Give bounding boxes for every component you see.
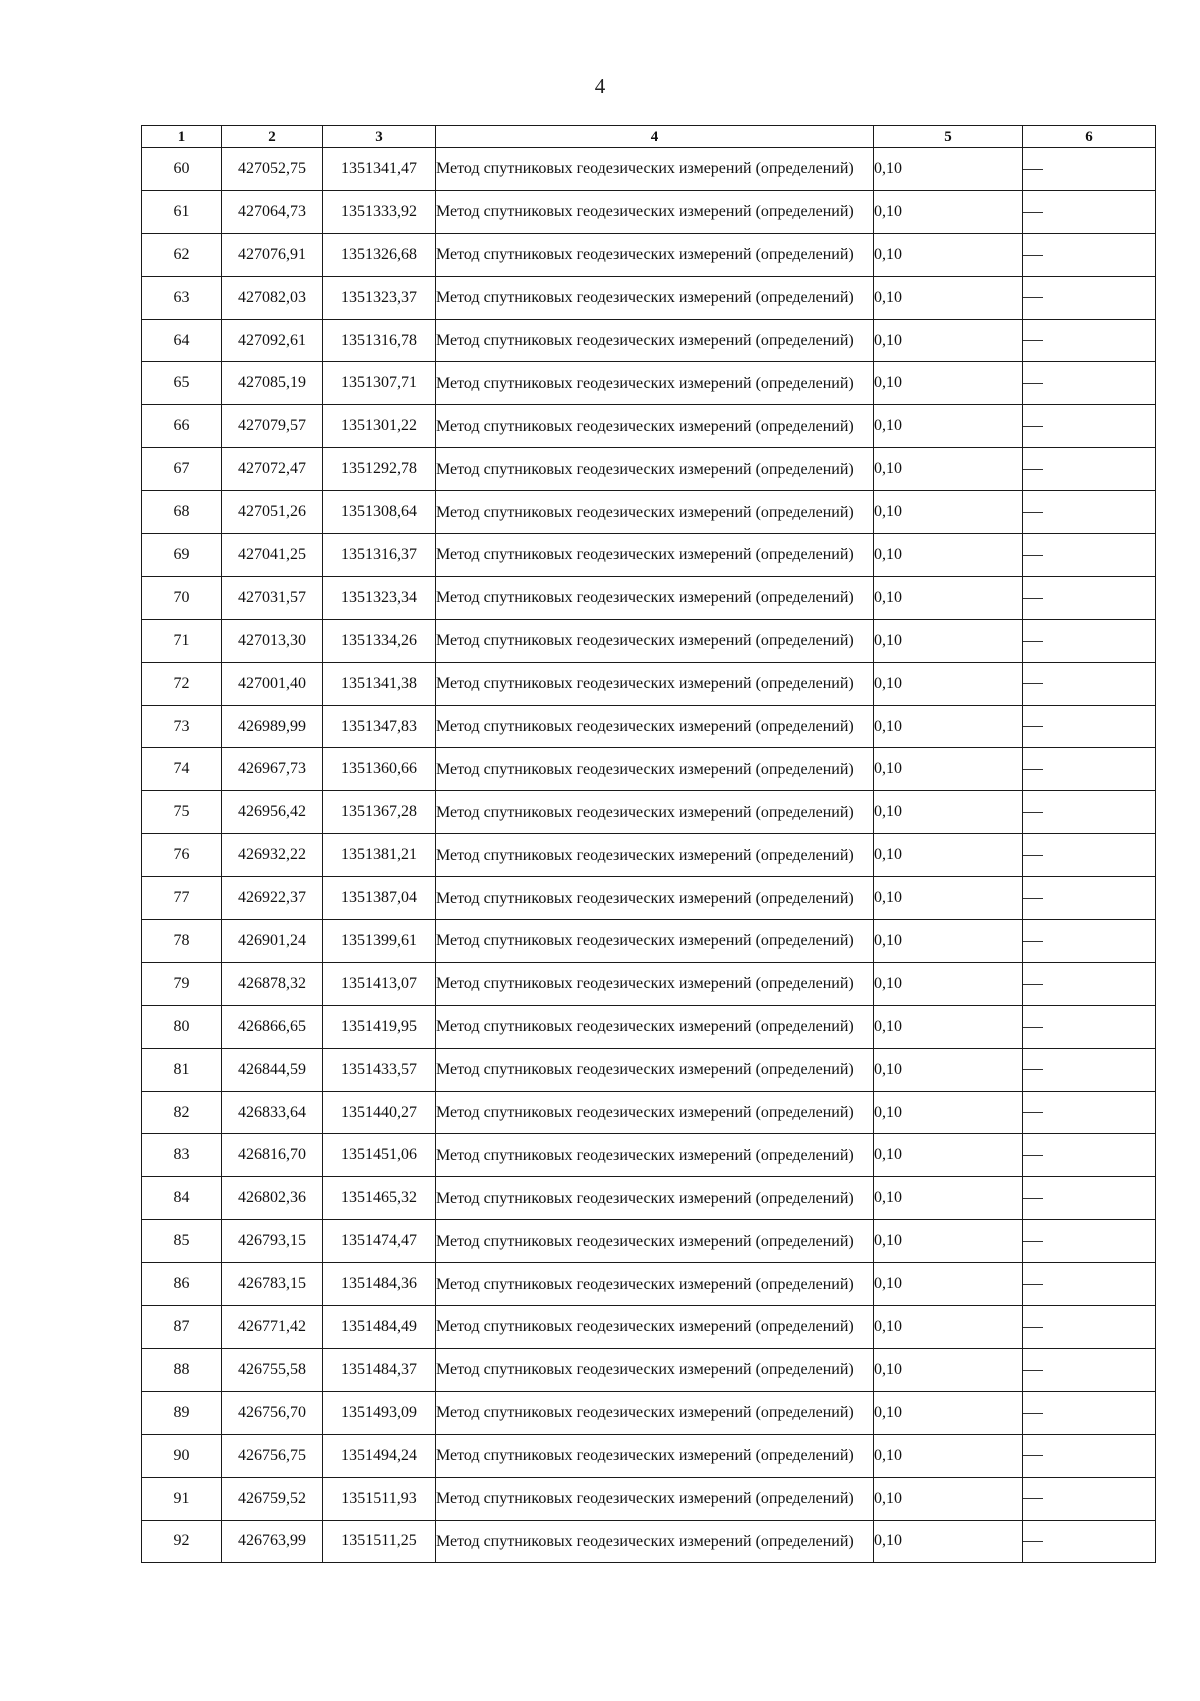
table-row [142, 834, 1156, 877]
point-number-cell: 65 [142, 362, 222, 405]
x-coordinate-cell: 426755,58 [222, 1348, 323, 1391]
table-row [142, 619, 1156, 662]
point-number-cell: 82 [142, 1091, 222, 1134]
accuracy-cell: 0,10 [874, 1520, 1023, 1563]
accuracy-cell: 0,10 [874, 1091, 1023, 1134]
x-coordinate-cell: 426844,59 [222, 1048, 323, 1091]
x-coordinate-cell: 426932,22 [222, 834, 323, 877]
accuracy-cell: 0,10 [874, 748, 1023, 791]
note-cell [1023, 319, 1156, 362]
point-number-cell: 71 [142, 619, 222, 662]
dash-mark [1023, 683, 1043, 684]
method-cell: Метод спутниковых геодезических измерений (определений) [436, 1048, 874, 1091]
point-number-cell: 90 [142, 1434, 222, 1477]
table-row [142, 1220, 1156, 1263]
dash-mark [1023, 1455, 1043, 1456]
method-cell: Метод спутниковых геодезических измерений (определений) [436, 1134, 874, 1177]
note-cell [1023, 233, 1156, 276]
accuracy-cell: 0,10 [874, 448, 1023, 491]
y-coordinate-cell: 1351484,36 [323, 1263, 436, 1306]
note-cell [1023, 448, 1156, 491]
table-row [142, 962, 1156, 1005]
dash-mark [1023, 855, 1043, 856]
method-cell: Метод спутниковых геодезических измерений (определений) [436, 276, 874, 319]
header-col-2: 2 [222, 126, 323, 148]
y-coordinate-cell: 1351493,09 [323, 1391, 436, 1434]
table-row [142, 190, 1156, 233]
point-number-cell: 62 [142, 233, 222, 276]
table-row [142, 662, 1156, 705]
y-coordinate-cell: 1351360,66 [323, 748, 436, 791]
dash-mark [1023, 1241, 1043, 1242]
point-number-cell: 74 [142, 748, 222, 791]
accuracy-cell: 0,10 [874, 534, 1023, 577]
note-cell [1023, 1477, 1156, 1520]
accuracy-cell: 0,10 [874, 877, 1023, 920]
note-cell [1023, 276, 1156, 319]
table-row [142, 1348, 1156, 1391]
x-coordinate-cell: 426989,99 [222, 705, 323, 748]
point-number-cell: 86 [142, 1263, 222, 1306]
dash-mark [1023, 512, 1043, 513]
accuracy-cell: 0,10 [874, 619, 1023, 662]
point-number-cell: 69 [142, 534, 222, 577]
table-row [142, 877, 1156, 920]
dash-mark [1023, 469, 1043, 470]
y-coordinate-cell: 1351307,71 [323, 362, 436, 405]
note-cell [1023, 1177, 1156, 1220]
method-cell: Метод спутниковых геодезических измерений (определений) [436, 1220, 874, 1263]
note-cell [1023, 962, 1156, 1005]
header-col-4: 4 [436, 126, 874, 148]
point-number-cell: 89 [142, 1391, 222, 1434]
note-cell [1023, 1434, 1156, 1477]
x-coordinate-cell: 426763,99 [222, 1520, 323, 1563]
coordinates-table [141, 125, 1156, 1563]
method-cell: Метод спутниковых геодезических измерений (определений) [436, 1091, 874, 1134]
point-number-cell: 61 [142, 190, 222, 233]
point-number-cell: 91 [142, 1477, 222, 1520]
point-number-cell: 68 [142, 491, 222, 534]
accuracy-cell: 0,10 [874, 662, 1023, 705]
table-row [142, 705, 1156, 748]
point-number-cell: 87 [142, 1306, 222, 1349]
note-cell [1023, 576, 1156, 619]
note-cell [1023, 791, 1156, 834]
dash-mark [1023, 1027, 1043, 1028]
table-row [142, 276, 1156, 319]
accuracy-cell: 0,10 [874, 1391, 1023, 1434]
method-cell: Метод спутниковых геодезических измерений (определений) [436, 1348, 874, 1391]
method-cell: Метод спутниковых геодезических измерений (определений) [436, 319, 874, 362]
header-col-3: 3 [323, 126, 436, 148]
point-number-cell: 63 [142, 276, 222, 319]
table-row [142, 233, 1156, 276]
note-cell [1023, 1263, 1156, 1306]
y-coordinate-cell: 1351484,49 [323, 1306, 436, 1349]
x-coordinate-cell: 427085,19 [222, 362, 323, 405]
table-body [142, 148, 1156, 1563]
header-col-1: 1 [142, 126, 222, 148]
method-cell: Метод спутниковых геодезических измерений (определений) [436, 1005, 874, 1048]
y-coordinate-cell: 1351301,22 [323, 405, 436, 448]
point-number-cell: 64 [142, 319, 222, 362]
y-coordinate-cell: 1351440,27 [323, 1091, 436, 1134]
header-col-6: 6 [1023, 126, 1156, 148]
method-cell: Метод спутниковых геодезических измерений (определений) [436, 791, 874, 834]
dash-mark [1023, 812, 1043, 813]
dash-mark [1023, 297, 1043, 298]
method-cell: Метод спутниковых геодезических измерений (определений) [436, 705, 874, 748]
accuracy-cell: 0,10 [874, 1134, 1023, 1177]
note-cell [1023, 1306, 1156, 1349]
y-coordinate-cell: 1351433,57 [323, 1048, 436, 1091]
table-header-row [142, 126, 1156, 148]
x-coordinate-cell: 426956,42 [222, 791, 323, 834]
x-coordinate-cell: 426901,24 [222, 920, 323, 963]
table-row [142, 791, 1156, 834]
table-row [142, 1306, 1156, 1349]
note-cell [1023, 1220, 1156, 1263]
dash-mark [1023, 641, 1043, 642]
table-row [142, 148, 1156, 191]
point-number-cell: 77 [142, 877, 222, 920]
x-coordinate-cell: 426759,52 [222, 1477, 323, 1520]
dash-mark [1023, 898, 1043, 899]
dash-mark [1023, 1069, 1043, 1070]
dash-mark [1023, 340, 1043, 341]
point-number-cell: 92 [142, 1520, 222, 1563]
note-cell [1023, 1048, 1156, 1091]
point-number-cell: 66 [142, 405, 222, 448]
y-coordinate-cell: 1351334,26 [323, 619, 436, 662]
point-number-cell: 85 [142, 1220, 222, 1263]
accuracy-cell: 0,10 [874, 920, 1023, 963]
dash-mark [1023, 984, 1043, 985]
table-row [142, 1520, 1156, 1563]
accuracy-cell: 0,10 [874, 834, 1023, 877]
method-cell: Метод спутниковых геодезических измерений (определений) [436, 576, 874, 619]
accuracy-cell: 0,10 [874, 276, 1023, 319]
accuracy-cell: 0,10 [874, 362, 1023, 405]
dash-mark [1023, 383, 1043, 384]
dash-mark [1023, 426, 1043, 427]
accuracy-cell: 0,10 [874, 319, 1023, 362]
y-coordinate-cell: 1351316,78 [323, 319, 436, 362]
x-coordinate-cell: 427031,57 [222, 576, 323, 619]
note-cell [1023, 877, 1156, 920]
page-number: 4 [594, 74, 606, 98]
y-coordinate-cell: 1351341,47 [323, 148, 436, 191]
y-coordinate-cell: 1351387,04 [323, 877, 436, 920]
y-coordinate-cell: 1351347,83 [323, 705, 436, 748]
point-number-cell: 76 [142, 834, 222, 877]
x-coordinate-cell: 426878,32 [222, 962, 323, 1005]
y-coordinate-cell: 1351308,64 [323, 491, 436, 534]
method-cell: Метод спутниковых геодезических измерений (определений) [436, 834, 874, 877]
method-cell: Метод спутниковых геодезических измерений (определений) [436, 1177, 874, 1220]
y-coordinate-cell: 1351494,24 [323, 1434, 436, 1477]
point-number-cell: 70 [142, 576, 222, 619]
dash-mark [1023, 1327, 1043, 1328]
dash-mark [1023, 1198, 1043, 1199]
point-number-cell: 75 [142, 791, 222, 834]
dash-mark [1023, 1541, 1043, 1542]
dash-mark [1023, 1112, 1043, 1113]
x-coordinate-cell: 426756,75 [222, 1434, 323, 1477]
point-number-cell: 72 [142, 662, 222, 705]
table-row [142, 1434, 1156, 1477]
accuracy-cell: 0,10 [874, 576, 1023, 619]
y-coordinate-cell: 1351323,37 [323, 276, 436, 319]
method-cell: Метод спутниковых геодезических измерений (определений) [436, 962, 874, 1005]
dash-mark [1023, 726, 1043, 727]
dash-mark [1023, 941, 1043, 942]
point-number-cell: 78 [142, 920, 222, 963]
table-row [142, 405, 1156, 448]
accuracy-cell: 0,10 [874, 1348, 1023, 1391]
note-cell [1023, 491, 1156, 534]
x-coordinate-cell: 426866,65 [222, 1005, 323, 1048]
dash-mark [1023, 169, 1043, 170]
accuracy-cell: 0,10 [874, 491, 1023, 534]
accuracy-cell: 0,10 [874, 1220, 1023, 1263]
table-row [142, 491, 1156, 534]
point-number-cell: 80 [142, 1005, 222, 1048]
x-coordinate-cell: 427064,73 [222, 190, 323, 233]
table-row [142, 448, 1156, 491]
x-coordinate-cell: 427051,26 [222, 491, 323, 534]
x-coordinate-cell: 426967,73 [222, 748, 323, 791]
table-row [142, 1177, 1156, 1220]
header-col-5: 5 [874, 126, 1023, 148]
note-cell [1023, 405, 1156, 448]
dash-mark [1023, 1284, 1043, 1285]
y-coordinate-cell: 1351367,28 [323, 791, 436, 834]
dash-mark [1023, 1155, 1043, 1156]
dash-mark [1023, 1498, 1043, 1499]
method-cell: Метод спутниковых геодезических измерений (определений) [436, 1391, 874, 1434]
note-cell [1023, 534, 1156, 577]
x-coordinate-cell: 427079,57 [222, 405, 323, 448]
table-row [142, 1391, 1156, 1434]
table-row [142, 1477, 1156, 1520]
note-cell [1023, 619, 1156, 662]
accuracy-cell: 0,10 [874, 1263, 1023, 1306]
table-row [142, 1091, 1156, 1134]
accuracy-cell: 0,10 [874, 1177, 1023, 1220]
x-coordinate-cell: 426771,42 [222, 1306, 323, 1349]
accuracy-cell: 0,10 [874, 233, 1023, 276]
method-cell: Метод спутниковых геодезических измерений (определений) [436, 148, 874, 191]
y-coordinate-cell: 1351341,38 [323, 662, 436, 705]
method-cell: Метод спутниковых геодезических измерений (определений) [436, 1263, 874, 1306]
x-coordinate-cell: 426783,15 [222, 1263, 323, 1306]
x-coordinate-cell: 427052,75 [222, 148, 323, 191]
y-coordinate-cell: 1351316,37 [323, 534, 436, 577]
method-cell: Метод спутниковых геодезических измерений (определений) [436, 1306, 874, 1349]
accuracy-cell: 0,10 [874, 190, 1023, 233]
method-cell: Метод спутниковых геодезических измерений (определений) [436, 1434, 874, 1477]
x-coordinate-cell: 427041,25 [222, 534, 323, 577]
accuracy-cell: 0,10 [874, 791, 1023, 834]
note-cell [1023, 920, 1156, 963]
dash-mark [1023, 1413, 1043, 1414]
accuracy-cell: 0,10 [874, 405, 1023, 448]
y-coordinate-cell: 1351484,37 [323, 1348, 436, 1391]
x-coordinate-cell: 426922,37 [222, 877, 323, 920]
method-cell: Метод спутниковых геодезических измерений (определений) [436, 1477, 874, 1520]
note-cell [1023, 1348, 1156, 1391]
method-cell: Метод спутниковых геодезических измерений (определений) [436, 405, 874, 448]
accuracy-cell: 0,10 [874, 1477, 1023, 1520]
x-coordinate-cell: 427013,30 [222, 619, 323, 662]
note-cell [1023, 148, 1156, 191]
table-row [142, 920, 1156, 963]
y-coordinate-cell: 1351465,32 [323, 1177, 436, 1220]
y-coordinate-cell: 1351399,61 [323, 920, 436, 963]
method-cell: Метод спутниковых геодезических измерений (определений) [436, 362, 874, 405]
point-number-cell: 67 [142, 448, 222, 491]
y-coordinate-cell: 1351326,68 [323, 233, 436, 276]
note-cell [1023, 1520, 1156, 1563]
y-coordinate-cell: 1351292,78 [323, 448, 436, 491]
note-cell [1023, 662, 1156, 705]
method-cell: Метод спутниковых геодезических измерений (определений) [436, 190, 874, 233]
y-coordinate-cell: 1351419,95 [323, 1005, 436, 1048]
accuracy-cell: 0,10 [874, 1048, 1023, 1091]
note-cell [1023, 1134, 1156, 1177]
accuracy-cell: 0,10 [874, 705, 1023, 748]
method-cell: Метод спутниковых геодезических измерений (определений) [436, 619, 874, 662]
y-coordinate-cell: 1351511,25 [323, 1520, 436, 1563]
point-number-cell: 73 [142, 705, 222, 748]
point-number-cell: 79 [142, 962, 222, 1005]
y-coordinate-cell: 1351511,93 [323, 1477, 436, 1520]
point-number-cell: 84 [142, 1177, 222, 1220]
dash-mark [1023, 769, 1043, 770]
y-coordinate-cell: 1351333,92 [323, 190, 436, 233]
y-coordinate-cell: 1351413,07 [323, 962, 436, 1005]
table-row [142, 319, 1156, 362]
x-coordinate-cell: 427001,40 [222, 662, 323, 705]
x-coordinate-cell: 426816,70 [222, 1134, 323, 1177]
method-cell: Метод спутниковых геодезических измерений (определений) [436, 877, 874, 920]
accuracy-cell: 0,10 [874, 962, 1023, 1005]
dash-mark [1023, 255, 1043, 256]
note-cell [1023, 1391, 1156, 1434]
point-number-cell: 88 [142, 1348, 222, 1391]
dash-mark [1023, 212, 1043, 213]
method-cell: Метод спутниковых геодезических измерений (определений) [436, 920, 874, 963]
table-row [142, 1263, 1156, 1306]
point-number-cell: 83 [142, 1134, 222, 1177]
note-cell [1023, 190, 1156, 233]
note-cell [1023, 1091, 1156, 1134]
table-row [142, 1048, 1156, 1091]
y-coordinate-cell: 1351381,21 [323, 834, 436, 877]
note-cell [1023, 834, 1156, 877]
x-coordinate-cell: 426793,15 [222, 1220, 323, 1263]
dash-mark [1023, 555, 1043, 556]
method-cell: Метод спутниковых геодезических измерений (определений) [436, 233, 874, 276]
point-number-cell: 81 [142, 1048, 222, 1091]
accuracy-cell: 0,10 [874, 1434, 1023, 1477]
y-coordinate-cell: 1351451,06 [323, 1134, 436, 1177]
dash-mark [1023, 598, 1043, 599]
note-cell [1023, 748, 1156, 791]
point-number-cell: 60 [142, 148, 222, 191]
table-row [142, 576, 1156, 619]
accuracy-cell: 0,10 [874, 148, 1023, 191]
method-cell: Метод спутниковых геодезических измерений (определений) [436, 534, 874, 577]
accuracy-cell: 0,10 [874, 1306, 1023, 1349]
x-coordinate-cell: 427072,47 [222, 448, 323, 491]
method-cell: Метод спутниковых геодезических измерений (определений) [436, 448, 874, 491]
y-coordinate-cell: 1351474,47 [323, 1220, 436, 1263]
table-row [142, 534, 1156, 577]
method-cell: Метод спутниковых геодезических измерений (определений) [436, 491, 874, 534]
table-row [142, 1005, 1156, 1048]
y-coordinate-cell: 1351323,34 [323, 576, 436, 619]
x-coordinate-cell: 427092,61 [222, 319, 323, 362]
x-coordinate-cell: 427082,03 [222, 276, 323, 319]
table-row [142, 748, 1156, 791]
note-cell [1023, 362, 1156, 405]
x-coordinate-cell: 426833,64 [222, 1091, 323, 1134]
table-row [142, 1134, 1156, 1177]
method-cell: Метод спутниковых геодезических измерений (определений) [436, 1520, 874, 1563]
method-cell: Метод спутниковых геодезических измерений (определений) [436, 748, 874, 791]
note-cell [1023, 705, 1156, 748]
x-coordinate-cell: 426802,36 [222, 1177, 323, 1220]
x-coordinate-cell: 426756,70 [222, 1391, 323, 1434]
x-coordinate-cell: 427076,91 [222, 233, 323, 276]
table-row [142, 362, 1156, 405]
method-cell: Метод спутниковых геодезических измерений (определений) [436, 662, 874, 705]
dash-mark [1023, 1370, 1043, 1371]
accuracy-cell: 0,10 [874, 1005, 1023, 1048]
note-cell [1023, 1005, 1156, 1048]
